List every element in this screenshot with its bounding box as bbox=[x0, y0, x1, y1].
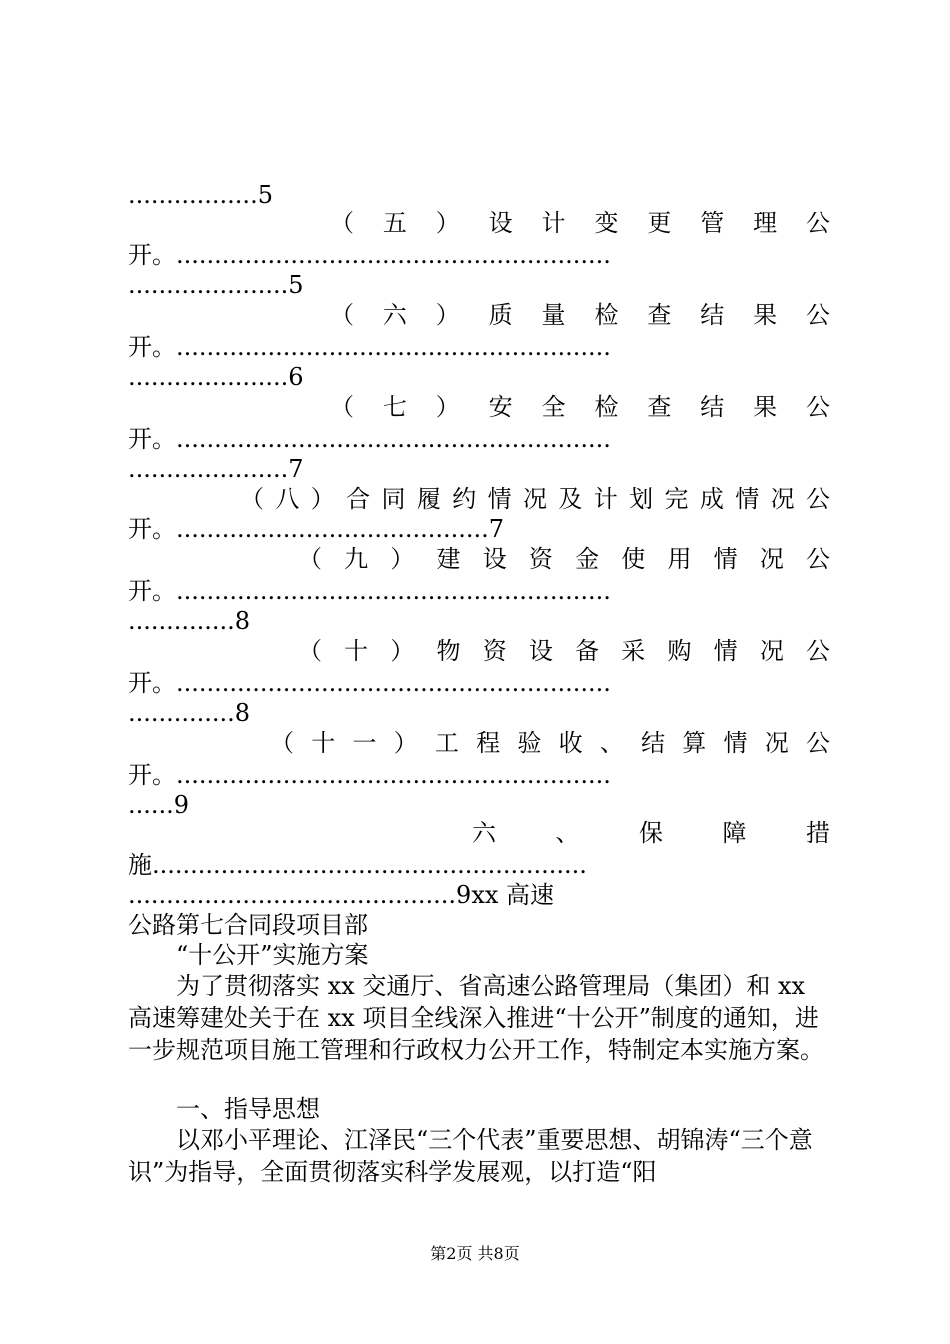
intro-paragraph: 为了贯彻落实 xx 交通厅、省高速公路管理局（集团）和 xx 高速筹建处关于在 xx 项目全线深入推进“十公开”制度的通知，进一步规范项目施工管理和行政权力公开工作，特制定本实施方案。 bbox=[128, 972, 824, 1064]
toc-entry-title: （五）设计变更管理公 bbox=[330, 209, 830, 237]
toc-entry-title: （六）质量检查结果公 bbox=[330, 301, 830, 329]
section-heading: 一、指导思想 bbox=[176, 1095, 320, 1123]
page-number: 第2页 共8页 bbox=[430, 1244, 520, 1263]
toc-leader-line: .................5 bbox=[128, 181, 273, 209]
toc-leader-line: ...........................................9xx 高速 bbox=[128, 881, 555, 909]
toc-leader-line: 开。......................................................... bbox=[128, 761, 611, 789]
toc-entry-title: （十）物资设备采购情况公 bbox=[298, 637, 830, 665]
toc-leader-line: 开。.........................................7 bbox=[128, 515, 505, 543]
toc-entry-title: （九）建设资金使用情况公 bbox=[298, 545, 830, 573]
toc-leader-line: 开。......................................................... bbox=[128, 425, 611, 453]
toc-leader-line: ..............8 bbox=[128, 699, 251, 727]
project-line: 公路第七合同段项目部 bbox=[128, 911, 368, 939]
toc-leader-line: .....................5 bbox=[128, 271, 304, 299]
section-paragraph: 以邓小平理论、江泽民“三个代表”重要思想、胡锦涛“三个意识”为指导，全面贯彻落实科学发展观，以打造“阳 bbox=[128, 1126, 813, 1186]
toc-entry-title: 六、保障措 bbox=[472, 819, 830, 847]
toc-leader-line: .....................7 bbox=[128, 455, 304, 483]
toc-entry-title: （七）安全检查结果公 bbox=[330, 393, 830, 421]
toc-entry-title: （十一）工程验收、结算情况公 bbox=[270, 729, 830, 757]
toc-leader-line: 开。......................................................... bbox=[128, 669, 611, 697]
toc-leader-line: .....................6 bbox=[128, 363, 304, 391]
toc-leader-line: ......9 bbox=[128, 791, 190, 819]
document-subtitle: “十公开”实施方案 bbox=[176, 941, 369, 969]
toc-entry-title: （八）合同履约情况及计划完成情况公 bbox=[240, 485, 830, 513]
toc-leader-line: ..............8 bbox=[128, 607, 251, 635]
toc-leader-line: 开。......................................................... bbox=[128, 241, 611, 269]
toc-leader-line: 施......................................................... bbox=[128, 851, 587, 879]
toc-leader-line: 开。......................................................... bbox=[128, 577, 611, 605]
toc-leader-line: 开。......................................................... bbox=[128, 333, 611, 361]
